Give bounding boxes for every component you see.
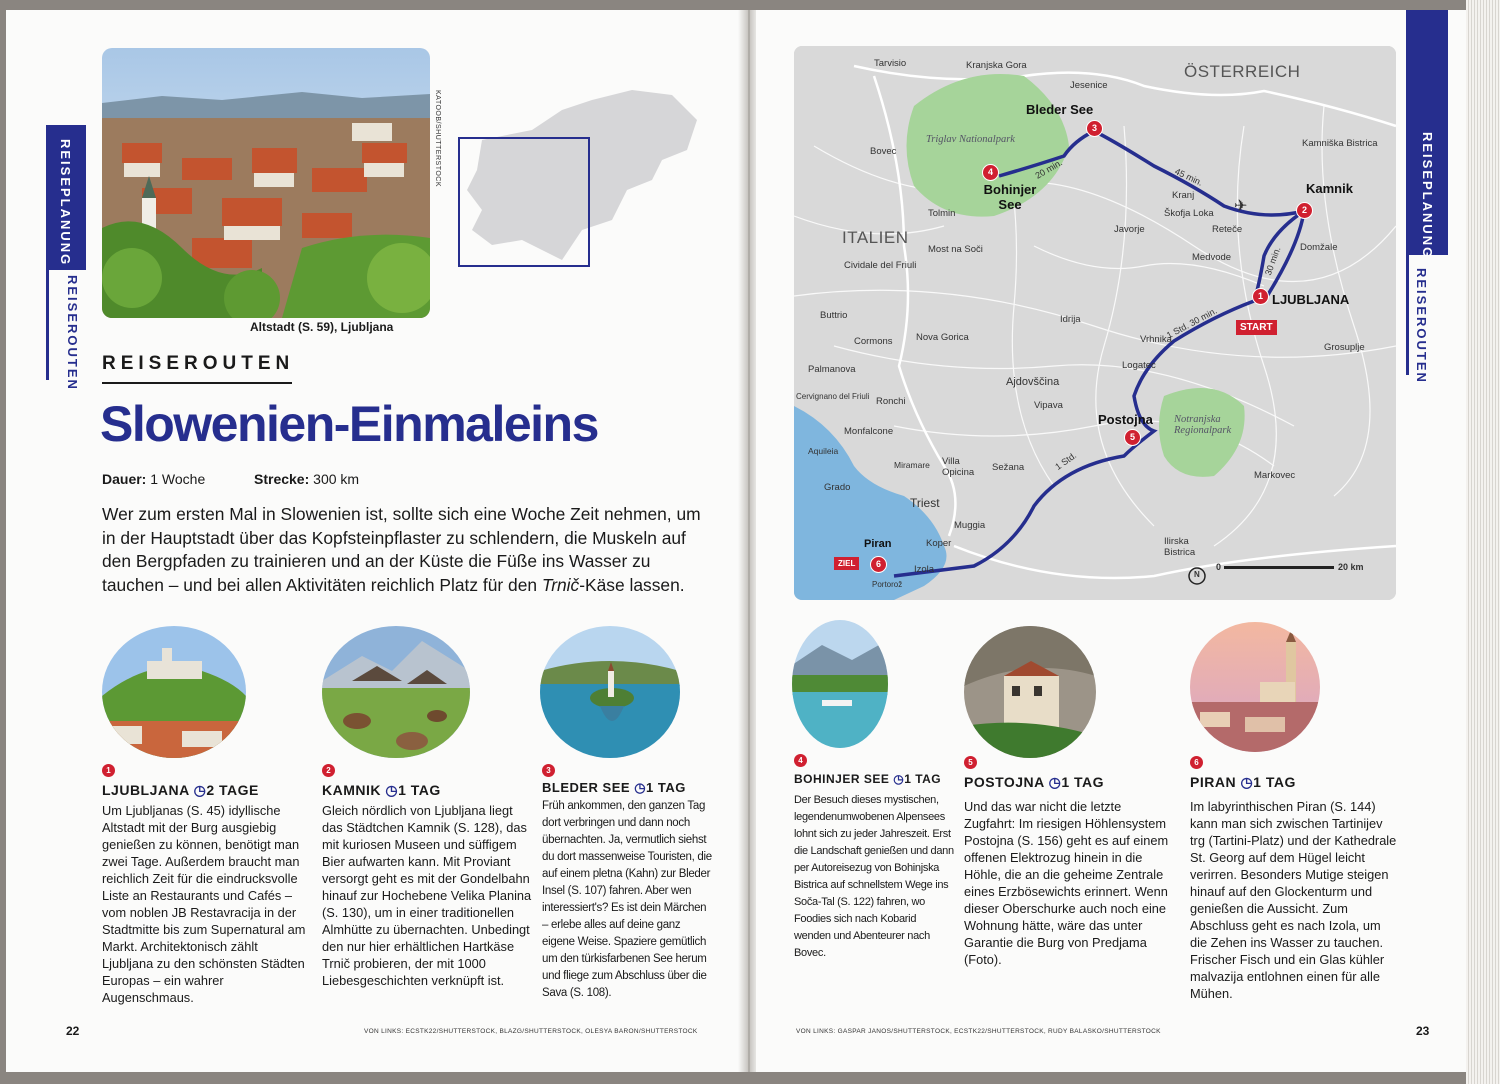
map-town: Ajdovščina	[1006, 376, 1060, 388]
map-label-notranjska: Notranjska Regionalpark	[1174, 414, 1232, 436]
map-town: Sežana	[992, 462, 1025, 473]
photo-ljubljana-castle	[102, 626, 246, 758]
map-town: Buttrio	[820, 310, 848, 321]
map-town: Kamniška Bistrica	[1302, 138, 1378, 149]
left-page	[6, 10, 744, 1072]
map-town: Jesenice	[1070, 80, 1108, 91]
map-label-postojna: Postojna	[1098, 412, 1153, 427]
clock-icon: ◷	[1240, 774, 1254, 790]
map-town: Nova Gorica	[916, 332, 969, 343]
map-label-piran: Piran	[864, 538, 892, 550]
side-tab-bottom-right-label: REISEROUTEN	[1414, 268, 1429, 384]
stop-number-5: 5	[964, 756, 977, 769]
map-town: Palmanova	[808, 364, 856, 375]
map-town: Kranj	[1172, 190, 1195, 201]
map-label-triglav: Triglav Nationalpark	[926, 134, 1015, 145]
map-town: Monfalcone	[844, 426, 894, 437]
map-label-ljubljana: LJUBLJANA	[1272, 292, 1350, 307]
stop-heading-kamnik: KAMNIK ◷1 TAG	[322, 782, 441, 798]
stop-number-3: 3	[542, 764, 555, 777]
map-town: Miramare	[894, 460, 930, 470]
map-town: Idrija	[1060, 314, 1081, 325]
side-tab-top-right	[1406, 10, 1448, 260]
side-tab-top	[46, 125, 86, 270]
map-town: Portorož	[872, 580, 903, 589]
map-start-tag: START	[1236, 320, 1277, 335]
map-town: Koper	[926, 538, 952, 549]
map-town: Škofja Loka	[1164, 208, 1214, 219]
stop-heading-bohinjer-see: BOHINJER SEE ◷1 TAG	[794, 772, 942, 786]
photo-credits-left: VON LINKS: ECSTK22/SHUTTERSTOCK, BLAZG/SHUTTERSTOCK, OLESYA BARON/SHUTTERSTOCK	[364, 1028, 698, 1035]
map-town: Domžale	[1300, 242, 1338, 253]
map-town: Triest	[910, 496, 940, 510]
scale-end: 20 km	[1338, 562, 1364, 572]
map-label-italien: ITALIEN	[842, 228, 909, 247]
route-map	[794, 46, 1396, 600]
stop-number-2: 2	[322, 764, 335, 777]
map-label-bohinjer-see: Bohinjer See	[983, 182, 1037, 212]
stop-number-6: 6	[1190, 756, 1203, 769]
map-town: Grosuplje	[1324, 342, 1365, 353]
photo-lake-bled	[540, 626, 680, 758]
side-tab-bottom-label: REISEROUTEN	[65, 275, 80, 391]
stop-text-postojna: Und das war nicht die letzte Zugfahrt: Im riesigen Höhlensystem Postojna (S. 156) geht es auf einem offenen Elektrozug hinein in die Höhle, die an die geheime Zentrale eines Erzbösewichts erinnert. Wenn dieser Oberschurke auch noch eine Wohnung hätte, wäre das unter Garantie die Burg von Predjama (Foto).	[964, 799, 1169, 967]
stop-text-ljubljana: Um Ljubljanas (S. 45) idyllische Altstadt mit der Burg ausgiebig genießen zu können, benötigt man zwei Tage. Außerdem braucht man reichlich Zeit für die eindrucksvolle Liste an Restaurants und Cafés – vom noblen JB Restavracija in der Stadtmitte bis zum Supernatural am Markt. Architektonisch zählt Ljubljana zu den schönsten Städten Europas – ein wahrer Augenschmaus.	[102, 803, 306, 1005]
photo-bohinj	[792, 620, 888, 748]
map-town: Vipava	[1034, 400, 1063, 411]
page-title: Slowenien-Einmaleins	[100, 396, 598, 452]
map-town: Tarvisio	[874, 58, 907, 69]
map-time: 20 min.	[1033, 157, 1065, 181]
stop-text-bohinjer-see: Der Besuch dieses mystischen, legendenumwobenen Alpensees lohnt sich zu jeder Jahreszeit. Erst die Landschaft genießen und dann per Autoreisezug von Bohinjska Bistrica auf schnellstem Wege ins Soča-Tal (S. 122) fahren, wo Foodies sich nach Kobarid wenden und Abenteurer nach Bovec.	[794, 794, 954, 959]
clock-icon: ◷	[385, 782, 399, 798]
map-label-bleder-see: Bleder See	[1026, 102, 1094, 117]
map-marker-1: 1	[1252, 288, 1269, 305]
map-end-tag: ZIEL	[834, 557, 859, 570]
map-town: Cividale del Friuli	[844, 260, 917, 271]
map-town: Grado	[824, 482, 851, 493]
map-town: Aquileia	[808, 446, 839, 456]
side-tab-top-right-label: REISEPLANUNG	[1420, 132, 1435, 260]
photo-credits-right: VON LINKS: GASPAR JANOS/SHUTTERSTOCK, ECSTK22/SHUTTERSTOCK, RUDY BALASKO/SHUTTERSTOCK	[796, 1028, 1161, 1035]
stop-number-4: 4	[794, 754, 807, 767]
map-marker-5: 5	[1124, 429, 1141, 446]
stop-text-bleder-see: Früh ankommen, den ganzen Tag dort verbringen und dann noch übernachten. Ja, vermutlich siehst du dort massenweise Touristen, die auf einem pletna (Kahn) zur Bleder Insel (S. 107) fahren. Aber wen interessiert's? Es ist dein Märchen – erlebe alles auf deine ganz eigene Weise. Spaziere gemütlich um den türkisfarbenen See herum und fliege zum Abschluss über die Sava (S. 108).	[542, 800, 712, 999]
map-marker-2: 2	[1296, 202, 1313, 219]
map-town: Tolmin	[928, 208, 956, 219]
map-town: Medvode	[1192, 252, 1232, 263]
side-tab-top-label: REISEPLANUNG	[58, 139, 73, 267]
map-label-kamnik: Kamnik	[1306, 181, 1353, 196]
map-town: Cervignano del Friuli	[796, 392, 870, 401]
map-time: 1 Std.	[1053, 450, 1079, 472]
stop-heading-piran: PIRAN ◷1 TAG	[1190, 774, 1296, 790]
intro-paragraph: Wer zum ersten Mal in Slowenien ist, sollte sich eine Woche Zeit nehmen, um in der Hauptstadt über das Kopfsteinpflaster zu schlendern, die Muskeln auf den Bergpfaden zu trainieren und an der Küste die Füße ins Wasser zu tauchen – und bei allen Aktivitäten reichlich Platz für den Trnič-Käse lassen.	[102, 504, 701, 595]
hero-photo-ljubljana	[102, 48, 430, 318]
map-town: Villa Opicina	[942, 456, 975, 478]
slovenia-locator-map	[452, 70, 702, 270]
page-number-right: 23	[1416, 1024, 1430, 1038]
page-number-left: 22	[66, 1024, 80, 1038]
map-town: Bovec	[870, 146, 897, 157]
stop-text-piran: Im labyrinthischen Piran (S. 144) kann man sich zwischen Tartinijev trg (Tartini-Platz) und der Kathedrale St. Georg auf dem Hügel leicht verirren. Besonders Mutige steigen hinauf auf den Glockenturm und genießen die Aussicht. Zum Abschluss geht es nach Izola, um die Zehen ins Wasser zu tauchen. Frischer Fisch und ein Glas kühler malvazija entlohnen einen für alle Mühen.	[1190, 799, 1397, 1001]
map-label-oesterreich: ÖSTERREICH	[1184, 62, 1301, 81]
map-town: Ronchi	[876, 396, 906, 407]
map-town: Logatec	[1122, 360, 1156, 371]
photo-velika-planina	[322, 626, 470, 758]
map-town: Izola	[914, 564, 935, 575]
map-town: Most na Soči	[928, 244, 983, 255]
right-page	[756, 10, 1466, 1072]
stop-number-1: 1	[102, 764, 115, 777]
map-town: Javorje	[1114, 224, 1145, 235]
map-town: Ilirska Bistrica	[1164, 536, 1196, 558]
north-arrow-icon: N	[1194, 570, 1200, 579]
map-town: Reteče	[1212, 224, 1243, 235]
map-time: 30 min.	[1263, 245, 1283, 277]
map-town: Muggia	[954, 520, 986, 531]
stop-heading-ljubljana: LJUBLJANA ◷2 TAGE	[102, 782, 259, 798]
map-town: Markovec	[1254, 470, 1296, 481]
clock-icon: ◷	[893, 772, 905, 786]
scale-start: 0	[1216, 562, 1222, 572]
stop-heading-bleder-see: BLEDER SEE ◷1 TAG	[542, 780, 686, 795]
map-time: 45 min.	[1173, 166, 1205, 188]
stop-heading-postojna: POSTOJNA ◷1 TAG	[964, 774, 1105, 790]
map-town: Cormons	[854, 336, 893, 347]
photo-piran	[1190, 622, 1320, 752]
map-time: 1 Std. 30 min.	[1164, 305, 1219, 341]
trip-distance: Strecke: 300 km	[254, 471, 360, 487]
clock-icon: ◷	[634, 780, 647, 795]
map-marker-6: 6	[870, 556, 887, 573]
photo-credit-katoob: KATOOB/SHUTTERSTOCK	[434, 90, 441, 188]
map-town: Vrhnika	[1140, 334, 1172, 345]
photo-predjama-castle	[964, 626, 1096, 758]
trip-duration: Dauer: 1 Woche	[102, 471, 206, 487]
airport-icon: ✈	[1234, 198, 1248, 215]
map-marker-4: 4	[982, 164, 999, 181]
clock-icon: ◷	[1048, 774, 1062, 790]
section-kicker: REISEROUTEN	[102, 353, 295, 374]
map-town: Kranjska Gora	[966, 60, 1027, 71]
stop-text-kamnik: Gleich nördlich von Ljubljana liegt das Städtchen Kamnik (S. 128), das mit kuriosen Museen und süffigem Bier aufwarten kann. Mit Proviant versorgt geht es mit der Gondelbahn hinauf zur Hochebene Velika Planina (S. 130), um in einer traditionellen Almhütte zu übernachten. Unbedingt den nur hier erhältlichen Hartkäse Trnič probieren, der mit 1000 Liebesgeschichten verknüpft ist.	[322, 803, 532, 988]
photo-caption: Altstadt (S. 59), Ljubljana	[250, 320, 394, 334]
clock-icon: ◷	[193, 782, 207, 798]
map-marker-3: 3	[1086, 120, 1103, 137]
